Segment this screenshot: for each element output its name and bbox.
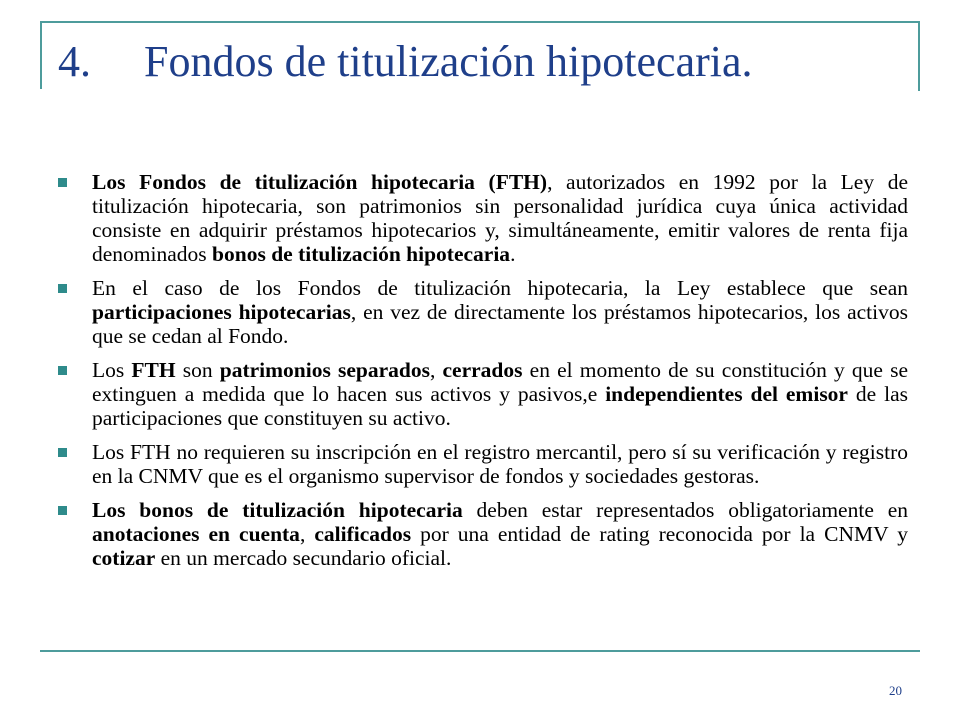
text-segment: de las participaciones que constituyen su activo. (92, 382, 908, 430)
square-bullet-icon (58, 448, 67, 457)
text-segment: . (510, 242, 516, 266)
text-segment: son (175, 358, 220, 382)
square-bullet-icon (58, 178, 67, 187)
bold-text-segment: patrimonios separados (219, 358, 430, 382)
bottom-border-line (40, 650, 920, 652)
bold-text-segment: independientes del emisor (605, 382, 848, 406)
bullet-item (58, 440, 908, 488)
bold-text-segment: Los bonos de titulización hipotecaria (92, 498, 463, 522)
text-segment: Los (92, 358, 132, 382)
text-segment: por una entidad de rating reconocida por la CNMV y (411, 522, 908, 546)
square-bullet-icon (58, 284, 67, 293)
bold-text-segment: cotizar (92, 546, 156, 570)
bullet-list (58, 170, 908, 580)
slide-title-text: Fondos de titulización hipotecaria. (144, 37, 753, 86)
bold-text-segment: cerrados (442, 358, 523, 382)
text-segment: deben estar representados obligatoriamente en (462, 498, 908, 522)
bullet-item (58, 170, 908, 266)
bullet-item (58, 358, 908, 430)
bold-text-segment: participaciones hipotecarias (92, 300, 351, 324)
bold-text-segment: calificados (314, 522, 412, 546)
bold-text-segment: Los Fondos de titulización hipotecaria (FTH) (92, 170, 548, 194)
text-segment: , (299, 522, 315, 546)
text-segment: En el caso de los Fondos de titulización hipotecaria, la Ley establece que sean (92, 276, 908, 300)
square-bullet-icon (58, 366, 67, 375)
text-segment: , (429, 358, 443, 382)
slide-title (58, 36, 753, 87)
text-segment: Los FTH no requieren su inscripción en el registro mercantil, pero sí su verificación y registro en la CNMV que es el organismo supervisor de fondos y sociedades gestoras. (92, 440, 908, 488)
page-number: 20 (889, 683, 902, 698)
text-segment: , autorizados en 1992 por la Ley de titulización hipotecaria, son patrimonios sin personalidad jurídica cuya única actividad consiste en adquirir préstamos hipotecarios y, simultáneamente, emitir valores de renta fija denominados (92, 170, 909, 266)
bold-text-segment: FTH (131, 358, 176, 382)
slide-section-number: 4. (58, 37, 91, 86)
bold-text-segment: anotaciones en cuenta (92, 522, 300, 546)
bold-text-segment: bonos de titulización hipotecaria (212, 242, 511, 266)
left-border-line (40, 21, 42, 89)
text-segment: en un mercado secundario oficial. (155, 546, 452, 570)
bullet-item (58, 498, 908, 570)
right-border-line (918, 21, 920, 91)
text-segment: , en vez de directamente los préstamos hipotecarios, los activos que se cedan al Fondo. (92, 300, 908, 348)
square-bullet-icon (58, 506, 67, 515)
top-border-line (40, 21, 920, 23)
text-segment: en el momento de su constitución y que se extinguen a medida que lo hacen sus activos y pasivos,e (92, 358, 909, 406)
bullet-item (58, 276, 908, 348)
